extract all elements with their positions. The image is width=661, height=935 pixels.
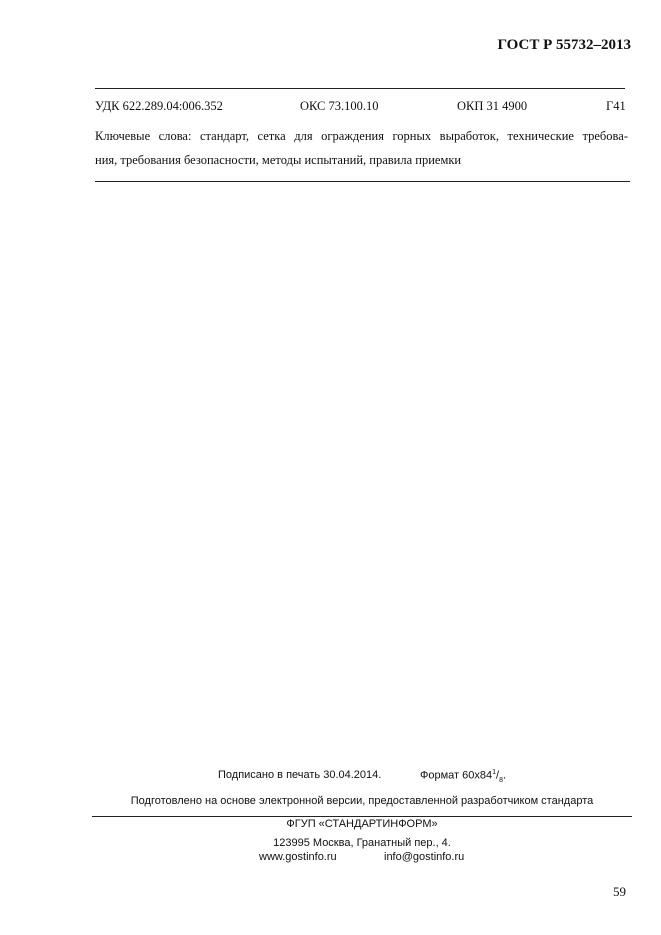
keywords-divider <box>95 181 630 182</box>
oks-code: ОКС 73.100.10 <box>300 99 379 113</box>
standard-code: ГОСТ Р 55732–2013 <box>497 37 631 53</box>
page-number: 59 <box>613 884 626 899</box>
publisher-email: info@gostinfo.ru <box>384 851 465 863</box>
format-slash: / <box>496 769 500 782</box>
udk-code: УДК 622.289.04:006.352 <box>95 99 223 113</box>
prepared-note: Подготовлено на основе электронной версии, предоставленной разработчиком стандарта <box>130 795 594 807</box>
format-prefix: Формат 60х84 <box>420 769 493 782</box>
publisher-name: ФГУП «СТАНДАРТИНФОРМ» <box>286 818 438 830</box>
paper-format <box>420 769 506 784</box>
footer-divider <box>92 816 632 817</box>
publisher-address: 123995 Москва, Гранатный пер., 4. <box>273 837 451 849</box>
group-code: Г41 <box>606 99 626 113</box>
keywords-line-2: ния, требования безопасности, методы испытаний, правила приемки <box>95 153 462 167</box>
format-denominator: 8 <box>499 776 503 784</box>
top-divider <box>95 88 625 89</box>
okp-code: ОКП 31 4900 <box>457 99 528 113</box>
format-numerator: 1 <box>492 769 497 776</box>
keywords-line-1: Ключевые слова: стандарт, сетка для ограждения горных выработок, технические требова- <box>95 129 628 143</box>
signed-date: Подписано в печать 30.04.2014. <box>218 769 382 781</box>
keywords-block <box>95 124 628 172</box>
format-suffix: . <box>502 769 507 782</box>
publisher-website: www.gostinfo.ru <box>259 851 337 863</box>
